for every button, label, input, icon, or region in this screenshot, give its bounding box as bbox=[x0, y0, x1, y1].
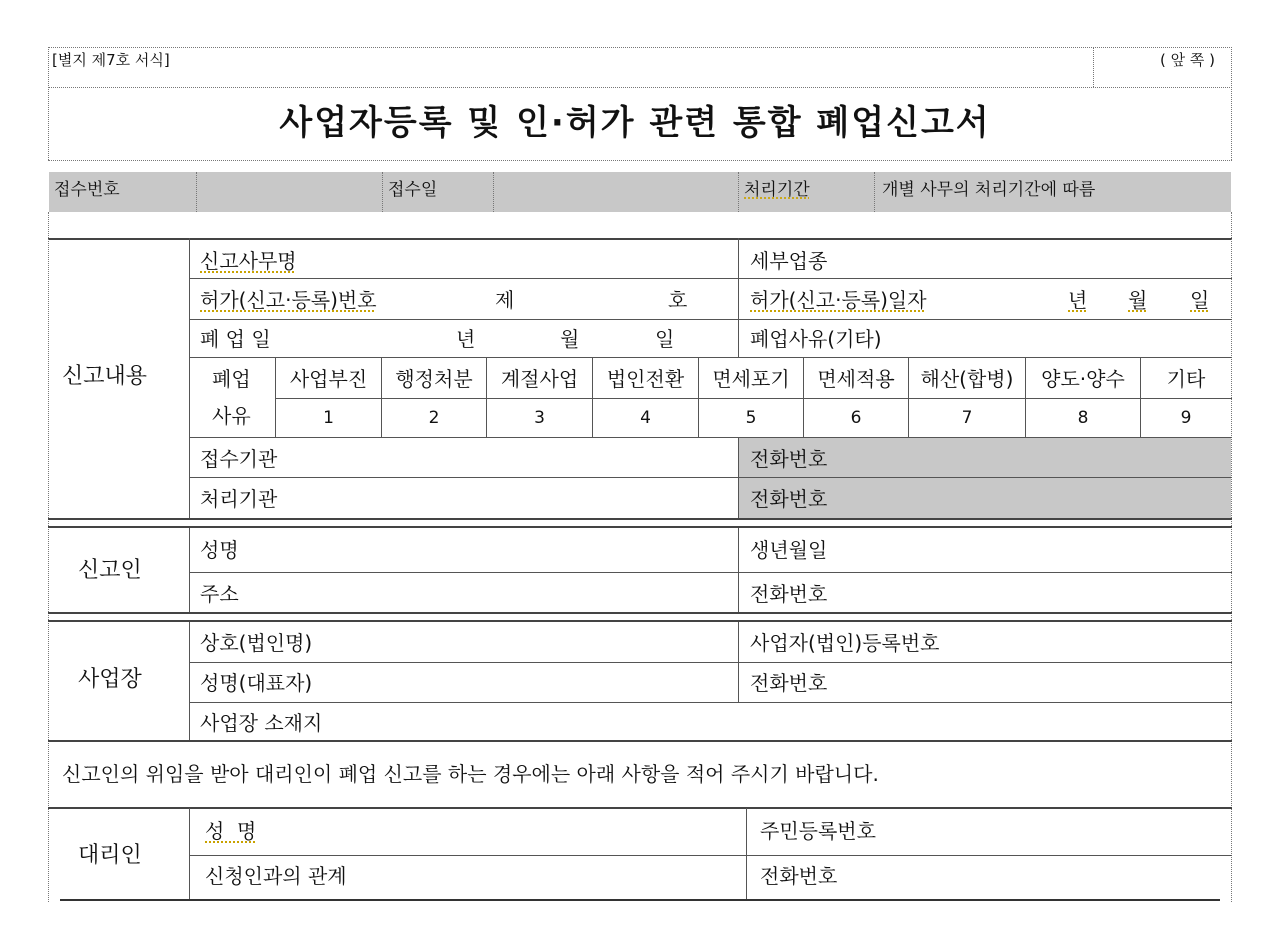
representative-name-label: 성명(대표자) bbox=[200, 671, 313, 695]
agent-phone-label: 전화번호 bbox=[760, 864, 838, 888]
processing-period-value: 개별 사무의 처리기간에 따름 bbox=[882, 180, 1096, 200]
reason-2-code[interactable]: 2 bbox=[428, 408, 440, 428]
trade-name-label: 상호(법인명) bbox=[200, 631, 313, 655]
permit-date-label: 허가(신고·등록)일자 bbox=[750, 288, 927, 312]
closure-date-day: 일 bbox=[655, 327, 675, 351]
reason-4-code[interactable]: 4 bbox=[640, 408, 651, 428]
business-location-label: 사업장 소재지 bbox=[200, 711, 323, 735]
form-title: 사업자등록 및 인·허가 관련 통합 폐업신고서 bbox=[279, 103, 991, 143]
processing-agency-phone-label: 전화번호 bbox=[750, 487, 828, 511]
reason-8-code[interactable]: 8 bbox=[1077, 408, 1089, 428]
closure-reason-other-label: 폐업사유(기타) bbox=[750, 327, 882, 351]
permit-number-je: 제 bbox=[495, 288, 515, 312]
reporter-name-label: 성명 bbox=[200, 538, 239, 562]
reason-1-label: 사업부진 bbox=[289, 367, 368, 391]
reporter-address-label: 주소 bbox=[200, 582, 239, 606]
receipt-date-label: 접수일 bbox=[388, 180, 438, 200]
reason-8-label: 양도·양수 bbox=[1041, 367, 1125, 391]
reason-9-code[interactable]: 9 bbox=[1180, 408, 1192, 428]
reason-3-label: 계절사업 bbox=[500, 367, 579, 391]
reason-5-code[interactable]: 5 bbox=[745, 408, 757, 428]
reason-2-label: 행정처분 bbox=[395, 367, 473, 391]
permit-date-year: 년 bbox=[1068, 288, 1088, 312]
processing-agency-label: 처리기관 bbox=[200, 487, 278, 511]
reason-label-line2: 사유 bbox=[212, 404, 251, 428]
processing-period-label: 처리기간 bbox=[744, 180, 810, 200]
closure-date-year: 년 bbox=[456, 327, 476, 351]
business-phone-label: 전화번호 bbox=[750, 671, 828, 695]
permit-date-day: 일 bbox=[1190, 288, 1210, 312]
office-name-label: 신고사무명 bbox=[200, 249, 297, 273]
permit-date-month: 월 bbox=[1128, 288, 1148, 312]
section-business: 사업장 bbox=[78, 667, 142, 692]
receipt-date-field[interactable] bbox=[497, 175, 733, 209]
section-report-content: 신고내용 bbox=[62, 364, 148, 389]
reason-label-line1: 폐업 bbox=[212, 367, 251, 391]
form-label: [별지 제7호 서식] bbox=[52, 51, 170, 69]
reason-9-label: 기타 bbox=[1166, 367, 1206, 391]
receiving-agency-label: 접수기관 bbox=[200, 447, 278, 471]
receipt-number-label: 접수번호 bbox=[54, 180, 120, 200]
business-reg-number-label: 사업자(법인)등록번호 bbox=[750, 631, 940, 655]
section-reporter: 신고인 bbox=[78, 558, 142, 583]
page-side-label: ( 앞 쪽 ) bbox=[1160, 51, 1215, 69]
reason-6-code[interactable]: 6 bbox=[850, 408, 862, 428]
closure-date-month: 월 bbox=[560, 327, 580, 351]
closure-date-label: 폐 업 일 bbox=[200, 327, 271, 351]
reporter-phone-label: 전화번호 bbox=[750, 582, 828, 606]
reason-1-code[interactable]: 1 bbox=[323, 408, 334, 428]
permit-number-label: 허가(신고·등록)번호 bbox=[200, 288, 377, 312]
agent-resident-number-label: 주민등록번호 bbox=[760, 819, 876, 843]
reason-6-label: 면세적용 bbox=[817, 367, 895, 391]
agent-relation-label: 신청인과의 관계 bbox=[205, 864, 347, 888]
delegation-note: 신고인의 위임을 받아 대리인이 폐업 신고를 하는 경우에는 아래 사항을 적어 주시기 바랍니다. bbox=[62, 762, 879, 786]
receiving-agency-phone-label: 전화번호 bbox=[750, 447, 828, 471]
reporter-birth-label: 생년월일 bbox=[750, 538, 828, 562]
reason-5-label: 면세포기 bbox=[712, 367, 790, 391]
permit-number-ho: 호 bbox=[668, 288, 688, 312]
reason-3-code[interactable]: 3 bbox=[534, 408, 545, 428]
detail-business-label: 세부업종 bbox=[750, 249, 828, 273]
reason-7-label: 해산(합병) bbox=[920, 367, 1014, 391]
reason-7-code[interactable]: 7 bbox=[961, 408, 973, 428]
reason-4-label: 법인전환 bbox=[606, 367, 685, 391]
section-agent: 대리인 bbox=[78, 843, 142, 868]
receipt-number-field[interactable] bbox=[200, 175, 378, 209]
agent-name-label: 성 명 bbox=[205, 819, 257, 843]
